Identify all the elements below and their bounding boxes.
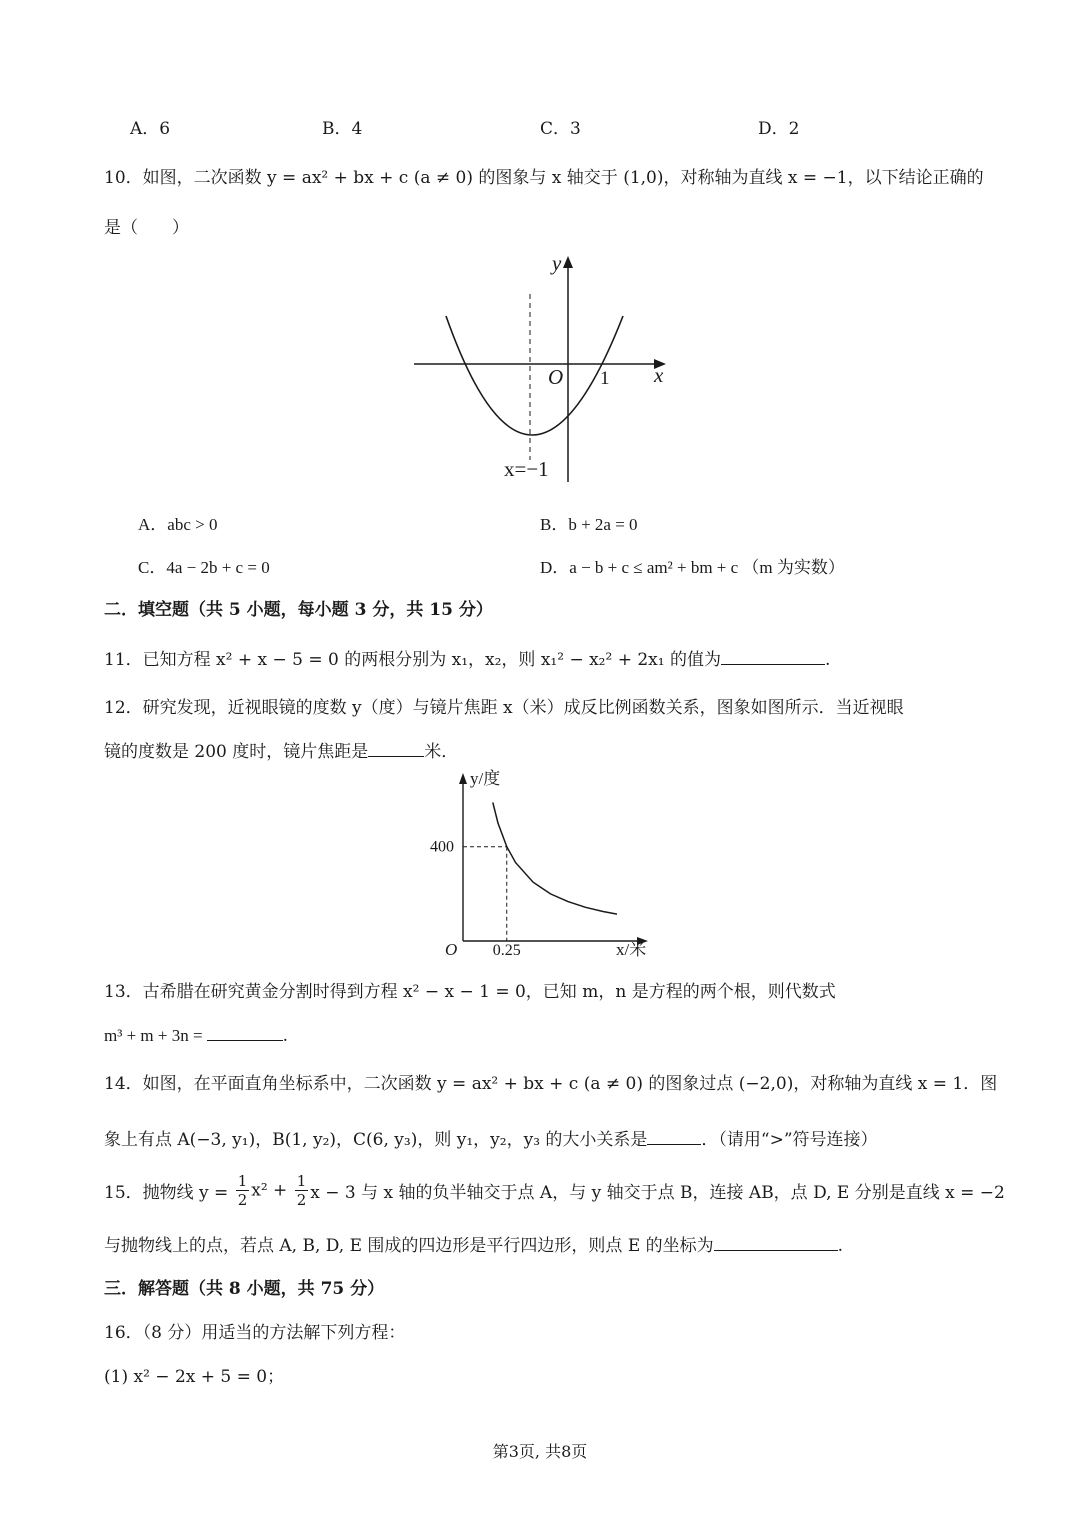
q11-text: 11．已知方程 x² + x − 5 = 0 的两根分别为 x₁，x₂，则 x₁² − x₂² + 2x₁ 的值为	[104, 650, 721, 670]
q12-answer-blank[interactable]	[368, 738, 424, 757]
page-footer: 第3页, 共8页	[492, 1442, 588, 1461]
q15-frac2-den: 2	[296, 1191, 307, 1209]
q11-answer-blank[interactable]	[721, 646, 825, 665]
q13-answer-blank[interactable]	[207, 1022, 283, 1041]
q15-frac1-den: 2	[237, 1191, 248, 1209]
q13-line2	[104, 1022, 288, 1046]
q12-origin-label: O	[445, 940, 458, 959]
q15-frac2-num: 1	[296, 1172, 307, 1190]
section-3-heading: 三．解答题（共 8 小题，共 75 分）	[104, 1279, 385, 1299]
q16-stem: 16．（8 分）用适当的方法解下列方程：	[104, 1323, 406, 1343]
q15-line2	[104, 1231, 843, 1256]
q10-option-b: B．b + 2a = 0	[540, 515, 638, 534]
q10-stem-line1: 10．如图，二次函数 y = ax² + bx + c (a ≠ 0) 的图象与 x 轴交于 (1,0)，对称轴为直线 x = −1，以下结论正确的	[104, 168, 984, 188]
q12-y-arrow-icon	[459, 773, 467, 784]
q10-stem-line2: 是（ ）	[104, 218, 189, 238]
q12-line2-end: 米．	[424, 742, 459, 762]
q12-line1: 12．研究发现，近视眼镜的度数 y（度）与镜片焦距 x（米）成反比例函数关系，图象如图所示．当近视眼	[104, 698, 904, 718]
q10-origin-label: O	[548, 365, 564, 389]
q13-period: .	[282, 1026, 288, 1046]
q10-option-d: D．a − b + c ≤ am² + bm + c （m 为实数）	[540, 558, 845, 577]
q13-expression: m³ + m + 3n =	[104, 1026, 203, 1045]
q9-option-c: C．3	[540, 119, 581, 139]
q10-y-arrow-icon	[563, 256, 573, 268]
q14-line2-text: 象上有点 A(−3, y₁)，B(1, y₂)，C(6, y₃)，则 y₁，y₂，y₃ 的大小关系是	[104, 1130, 648, 1150]
q10-option-a: A．abc > 0	[138, 515, 218, 534]
q10-parabola-curve	[446, 316, 623, 435]
q10-parabola-graph	[400, 250, 680, 490]
q12-y-tick-400: 400	[430, 838, 454, 856]
q15-answer-blank[interactable]	[714, 1232, 838, 1251]
q12-x-tick-025: 0.25	[492, 942, 521, 959]
q15-text-a: 15．抛物线 y =	[104, 1183, 234, 1203]
q12-hyperbola-curve	[493, 802, 617, 914]
q9-option-b: B．4	[322, 119, 363, 139]
q12-line2	[104, 737, 458, 762]
q12-line2-text: 镜的度数是 200 度时，镜片焦距是	[104, 742, 369, 762]
q11-stem	[104, 645, 830, 670]
q12-inverse-proportion-chart	[420, 765, 660, 965]
q10-y-label: y	[552, 251, 562, 275]
q10-x-label: x	[654, 363, 664, 387]
q14-line2-end: ．（请用“>”符号连接）	[701, 1130, 878, 1150]
q12-x-label: x/米	[616, 940, 647, 959]
q15-text-c: x − 3 与 x 轴的负半轴交于点 A，与 y 轴交于点 B，连接 AB，点 D, E 分别是直线 x = −2	[310, 1183, 1005, 1203]
q15-period: .	[837, 1236, 844, 1256]
q9-option-d: D．2	[758, 119, 800, 139]
q13-line1: 13．古希腊在研究黄金分割时得到方程 x² − x − 1 = 0，已知 m，n 是方程的两个根，则代数式	[104, 982, 836, 1002]
section-2-heading: 二．填空题（共 5 小题，每小题 3 分，共 15 分）	[104, 600, 493, 620]
q15-text-b: x² +	[251, 1180, 293, 1201]
q15-fraction-1	[236, 1172, 250, 1209]
q9-option-a: A．6	[130, 119, 171, 139]
q10-axis-label: x=−1	[504, 457, 549, 481]
q14-line2	[104, 1125, 878, 1150]
q15-frac1-num: 1	[237, 1172, 248, 1190]
q10-option-c: C．4a − 2b + c = 0	[138, 558, 270, 577]
q14-line1: 14．如图，在平面直角坐标系中，二次函数 y = ax² + bx + c (a ≠ 0) 的图象过点 (−2,0)，对称轴为直线 x = 1．图	[104, 1074, 998, 1094]
q15-line2-text: 与抛物线上的点，若点 A, B, D, E 围成的四边形是平行四边形，则点 E 的坐标为	[104, 1236, 714, 1256]
q10-one-label: 1	[600, 368, 610, 389]
q11-period: .	[825, 650, 831, 670]
q16-part1: (1) x² − 2x + 5 = 0；	[104, 1367, 285, 1387]
q15-fraction-2	[295, 1172, 309, 1209]
q15-line1	[104, 1172, 1005, 1218]
q14-answer-blank[interactable]	[647, 1126, 701, 1145]
q12-y-label: y/度	[470, 769, 501, 788]
